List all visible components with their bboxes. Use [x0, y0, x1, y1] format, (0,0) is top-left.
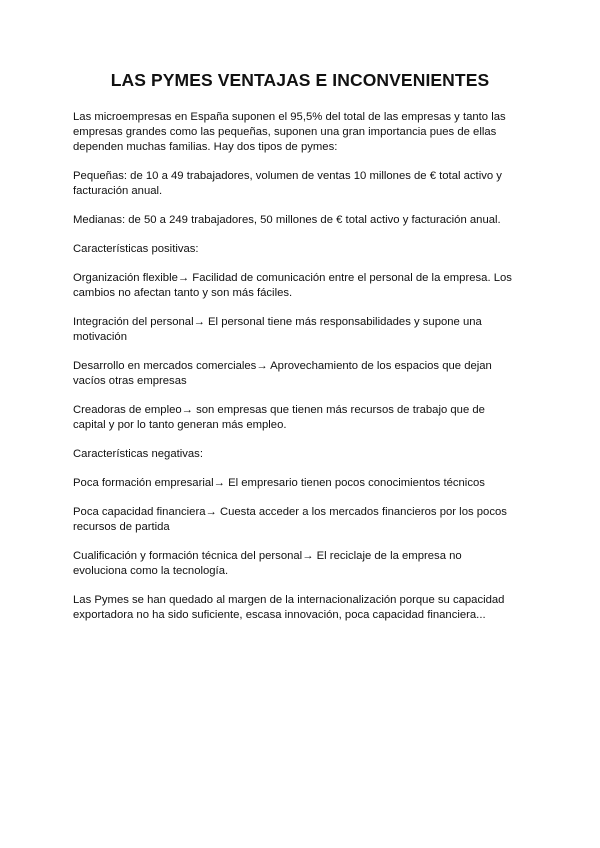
negative-item-formacion: Poca formación empresarial→ El empresario tienen pocos conocimientos técnicos [73, 477, 485, 489]
positive-item-integracion: Integración del personal→ El personal tiene más responsabilidades y supone una motivación [73, 316, 482, 343]
positive-heading: Características positivas: [73, 243, 199, 255]
intro-paragraph: Las microempresas en España suponen el 95,5% del total de las empresas y tanto las empresas grandes como las pequeñas, suponen una gran importancia pues de ellas dependen muchas familias. Hay dos tipos de pymes: [73, 111, 506, 153]
document-body [73, 110, 513, 637]
positive-item-desarrollo: Desarrollo en mercados comerciales→ Aprovechamiento de los espacios que dejan vacíos otras empresas [73, 360, 492, 387]
pequenas-paragraph: Pequeñas: de 10 a 49 trabajadores, volumen de ventas 10 millones de € total activo y facturación anual. [73, 170, 502, 197]
positive-item-empleo: Creadoras de empleo→ son empresas que tienen más recursos de trabajo que de capital y por lo tanto generan más empleo. [73, 404, 485, 431]
medianas-paragraph: Medianas: de 50 a 249 trabajadores, 50 millones de € total activo y facturación anual. [73, 214, 501, 226]
negative-item-financiera: Poca capacidad financiera→ Cuesta acceder a los mercados financieros por los pocos recursos de partida [73, 506, 507, 533]
positive-item-flexible: Organización flexible→ Facilidad de comunicación entre el personal de la empresa. Los cambios no afectan tanto y son más fáciles. [73, 272, 512, 299]
negative-heading: Características negativas: [73, 448, 203, 460]
document-title: LAS PYMES VENTAJAS E INCONVENIENTES [110, 70, 490, 90]
negative-item-cualificacion: Cualificación y formación técnica del personal→ El reciclaje de la empresa no evoluciona como la tecnología. [73, 550, 462, 577]
closing-paragraph: Las Pymes se han quedado al margen de la internacionalización porque su capacidad exportadora no ha sido suficiente, escasa innovación, poca capacidad financiera... [73, 594, 505, 621]
